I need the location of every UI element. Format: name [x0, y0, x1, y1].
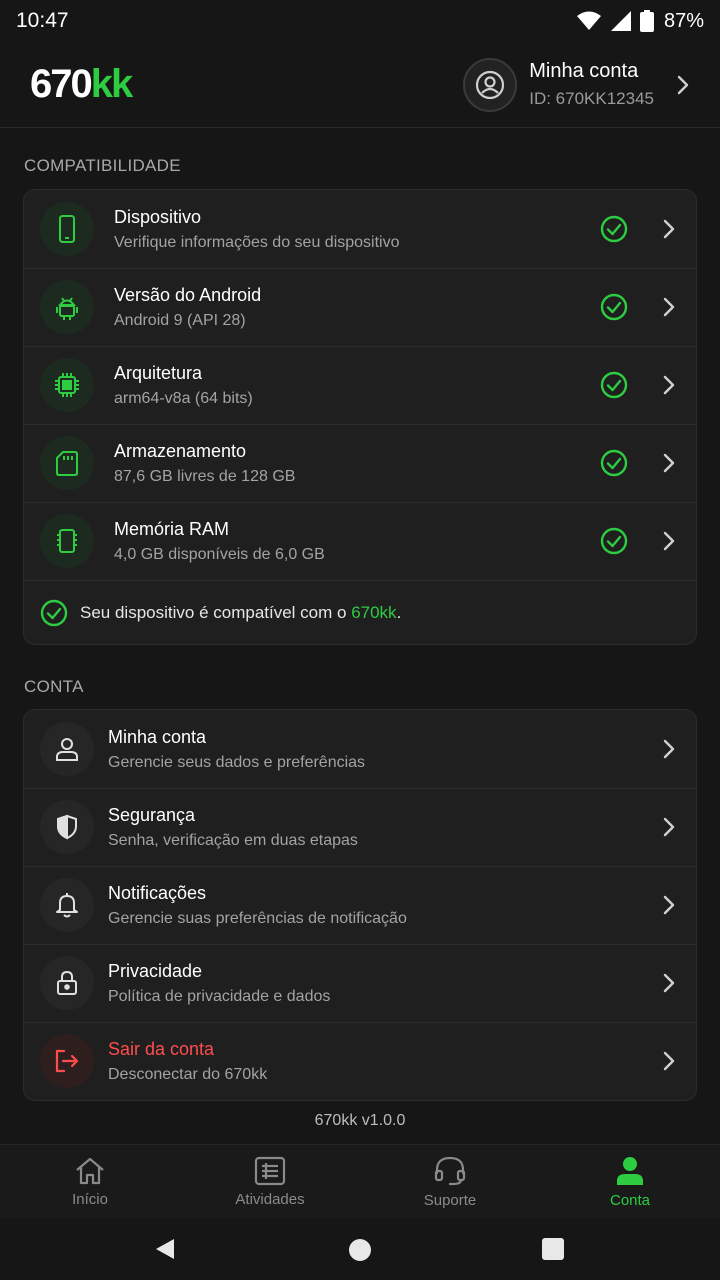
account-card — [23, 709, 697, 1101]
row-subtitle: arm64-v8a (64 bits) — [114, 389, 253, 407]
icon-badge — [40, 800, 94, 854]
nav-label: Suporte — [423, 1191, 477, 1209]
compat-row-storage[interactable] — [24, 424, 696, 502]
home-button-icon[interactable] — [348, 1238, 372, 1262]
check-circle-icon — [600, 215, 628, 243]
logo-text: 670 — [30, 62, 91, 106]
recents-icon[interactable] — [542, 1238, 564, 1260]
wifi-icon — [576, 11, 602, 31]
row-title: Segurança — [108, 804, 196, 825]
row-subtitle: Gerencie suas preferências de notificação — [108, 909, 407, 927]
account-name: Minha conta — [529, 60, 639, 82]
app-header — [0, 42, 720, 128]
account-row-security[interactable] — [24, 788, 696, 866]
account-id: ID: 670KK12345 — [529, 89, 654, 108]
row-subtitle: Gerencie seus dados e preferências — [108, 753, 366, 771]
row-subtitle: 87,6 GB livres de 128 GB — [114, 467, 296, 485]
row-title: Dispositivo — [114, 206, 202, 227]
chevron-right-icon — [676, 74, 690, 96]
icon-badge — [40, 722, 94, 776]
compat-summary-text — [80, 603, 401, 623]
memory-icon — [54, 527, 80, 555]
chevron-right-icon — [662, 296, 676, 318]
row-title: Privacidade — [108, 960, 203, 981]
compat-summary — [24, 580, 696, 644]
check-circle-icon — [600, 527, 628, 555]
home-icon — [74, 1156, 106, 1186]
row-subtitle: Android 9 (API 28) — [114, 311, 246, 329]
nav-label: Início — [72, 1190, 108, 1208]
phone-icon — [55, 214, 79, 244]
chevron-right-icon — [662, 972, 676, 994]
check-circle-icon — [600, 371, 628, 399]
row-subtitle: Desconectar do 670kk — [108, 1065, 268, 1083]
row-title: Arquitetura — [114, 362, 203, 383]
app-version: 670kk v1.0.0 — [314, 1112, 406, 1129]
status-time: 10:47 — [16, 9, 69, 32]
row-subtitle: 4,0 GB disponíveis de 6,0 GB — [114, 545, 325, 563]
summary-suffix: . — [396, 602, 402, 622]
back-icon[interactable] — [154, 1238, 176, 1260]
logo-accent-text: kk — [90, 62, 132, 106]
row-title: Minha conta — [108, 726, 207, 747]
nav-item-activities[interactable] — [180, 1145, 360, 1218]
check-circle-icon — [600, 449, 628, 477]
list-icon — [254, 1156, 286, 1186]
chevron-right-icon — [662, 1050, 676, 1072]
icon-badge — [40, 878, 94, 932]
sd-card-icon — [54, 449, 80, 477]
logout-icon — [53, 1047, 81, 1075]
row-subtitle: Política de privacidade e dados — [108, 987, 331, 1005]
lock-icon — [54, 969, 80, 997]
compat-row-android[interactable] — [24, 268, 696, 346]
icon-badge — [40, 202, 94, 256]
icon-badge — [40, 280, 94, 334]
section-title-account: CONTA — [24, 677, 84, 696]
row-title: Armazenamento — [114, 440, 247, 461]
nav-item-home[interactable] — [0, 1145, 180, 1218]
nav-label: Conta — [609, 1191, 651, 1209]
chevron-right-icon — [662, 738, 676, 760]
compat-row-ram[interactable] — [24, 502, 696, 580]
compat-row-device[interactable] — [24, 190, 696, 268]
check-circle-icon — [600, 293, 628, 321]
row-title: Notificações — [108, 882, 207, 903]
signal-icon — [610, 10, 632, 32]
account-chip[interactable] — [463, 58, 690, 112]
icon-badge — [40, 956, 94, 1010]
summary-prefix: Seu dispositivo é compatível com o — [80, 602, 352, 622]
section-title-compat: COMPATIBILIDADE — [24, 156, 181, 175]
status-bar — [0, 0, 720, 42]
row-title: Sair da conta — [108, 1038, 215, 1059]
person-icon — [614, 1155, 646, 1187]
icon-badge — [40, 514, 94, 568]
icon-badge — [40, 1034, 94, 1088]
avatar-user-icon — [475, 70, 505, 100]
icon-badge — [40, 358, 94, 412]
row-title: Memória RAM — [114, 518, 230, 539]
summary-brand: 670kk — [351, 602, 397, 622]
status-icons — [576, 10, 704, 33]
battery-percent: 87% — [663, 9, 704, 32]
nav-item-account[interactable] — [540, 1145, 720, 1218]
check-circle-icon — [40, 599, 68, 627]
battery-icon — [640, 10, 654, 32]
avatar — [463, 58, 517, 112]
headset-icon — [433, 1155, 467, 1187]
app-logo[interactable] — [30, 62, 131, 107]
shield-icon — [54, 813, 80, 841]
chip-icon — [53, 371, 81, 399]
row-title: Versão do Android — [114, 284, 262, 305]
row-subtitle: Verifique informações do seu dispositivo — [114, 233, 400, 251]
chevron-right-icon — [662, 452, 676, 474]
account-row-notifications[interactable] — [24, 866, 696, 944]
bell-icon — [54, 891, 80, 919]
bottom-nav — [0, 1144, 720, 1218]
chevron-right-icon — [662, 218, 676, 240]
system-nav-bar — [0, 1218, 720, 1280]
account-row-logout[interactable] — [24, 1022, 696, 1100]
compat-row-architecture[interactable] — [24, 346, 696, 424]
android-icon — [53, 293, 81, 321]
chevron-right-icon — [662, 530, 676, 552]
chevron-right-icon — [662, 374, 676, 396]
row-subtitle: Senha, verificação em duas etapas — [108, 831, 358, 849]
chevron-right-icon — [662, 894, 676, 916]
chevron-right-icon — [662, 816, 676, 838]
nav-item-support[interactable] — [360, 1145, 540, 1218]
account-row-my-account[interactable] — [24, 710, 696, 788]
user-icon — [53, 735, 81, 763]
account-row-privacy[interactable] — [24, 944, 696, 1022]
nav-label: Atividades — [235, 1190, 305, 1208]
icon-badge — [40, 436, 94, 490]
compat-card — [23, 189, 697, 645]
